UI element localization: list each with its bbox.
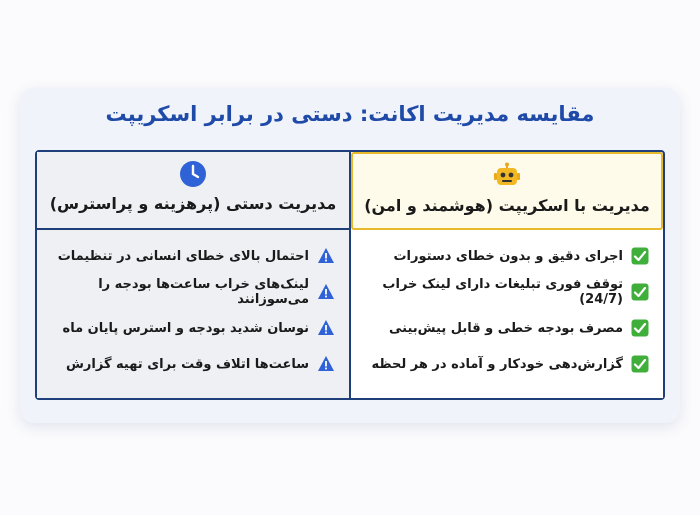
manual-heading: مدیریت دستی (پرهزینه و پراسترس) [49, 194, 337, 213]
warning-icon [317, 355, 335, 373]
list-item [361, 352, 649, 376]
list-item-text: مصرف بودجه خطی و قابل پیش‌بینی [389, 320, 623, 336]
list-item-text: احتمال بالای خطای انسانی در تنظیمات [57, 248, 309, 264]
list-item [47, 277, 335, 307]
list-item-text: ساعت‌ها اتلاف وقت برای تهیه گزارش [65, 356, 309, 372]
check-icon [631, 247, 649, 265]
check-icon [631, 355, 649, 373]
list-item [47, 244, 335, 268]
list-item-text: گزارش‌دهی خودکار و آماده در هر لحظه [371, 356, 623, 372]
script-heading: مدیریت با اسکریپت (هوشمند و امن) [364, 196, 650, 215]
script-column [351, 152, 663, 398]
check-icon [631, 319, 649, 337]
comparison-table [35, 150, 665, 400]
list-item-text: نوسان شدید بودجه و استرس پایان ماه [62, 320, 309, 336]
list-item-text: توقف فوری تبلیغات دارای لینک خراب (24/7) [382, 277, 623, 307]
list-item [361, 316, 649, 340]
check-icon [631, 283, 649, 301]
script-list [351, 230, 663, 398]
list-item-text: لینک‌های خراب ساعت‌ها بودجه را می‌سوزانند [98, 277, 309, 307]
list-item [47, 316, 335, 340]
list-item-text: اجرای دقیق و بدون خطای دستورات [393, 248, 623, 264]
manual-column [37, 152, 351, 398]
manual-list [37, 230, 349, 398]
warning-icon [317, 247, 335, 265]
list-item [47, 352, 335, 376]
clock-icon [179, 160, 207, 188]
manual-header [37, 152, 349, 230]
warning-icon [317, 319, 335, 337]
page-title: مقایسه مدیریت اکانت: دستی در برابر اسکریپت [105, 102, 595, 126]
robot-icon [493, 162, 521, 190]
script-header [351, 152, 663, 230]
warning-icon [317, 283, 335, 301]
list-item [361, 277, 649, 307]
list-item [361, 244, 649, 268]
